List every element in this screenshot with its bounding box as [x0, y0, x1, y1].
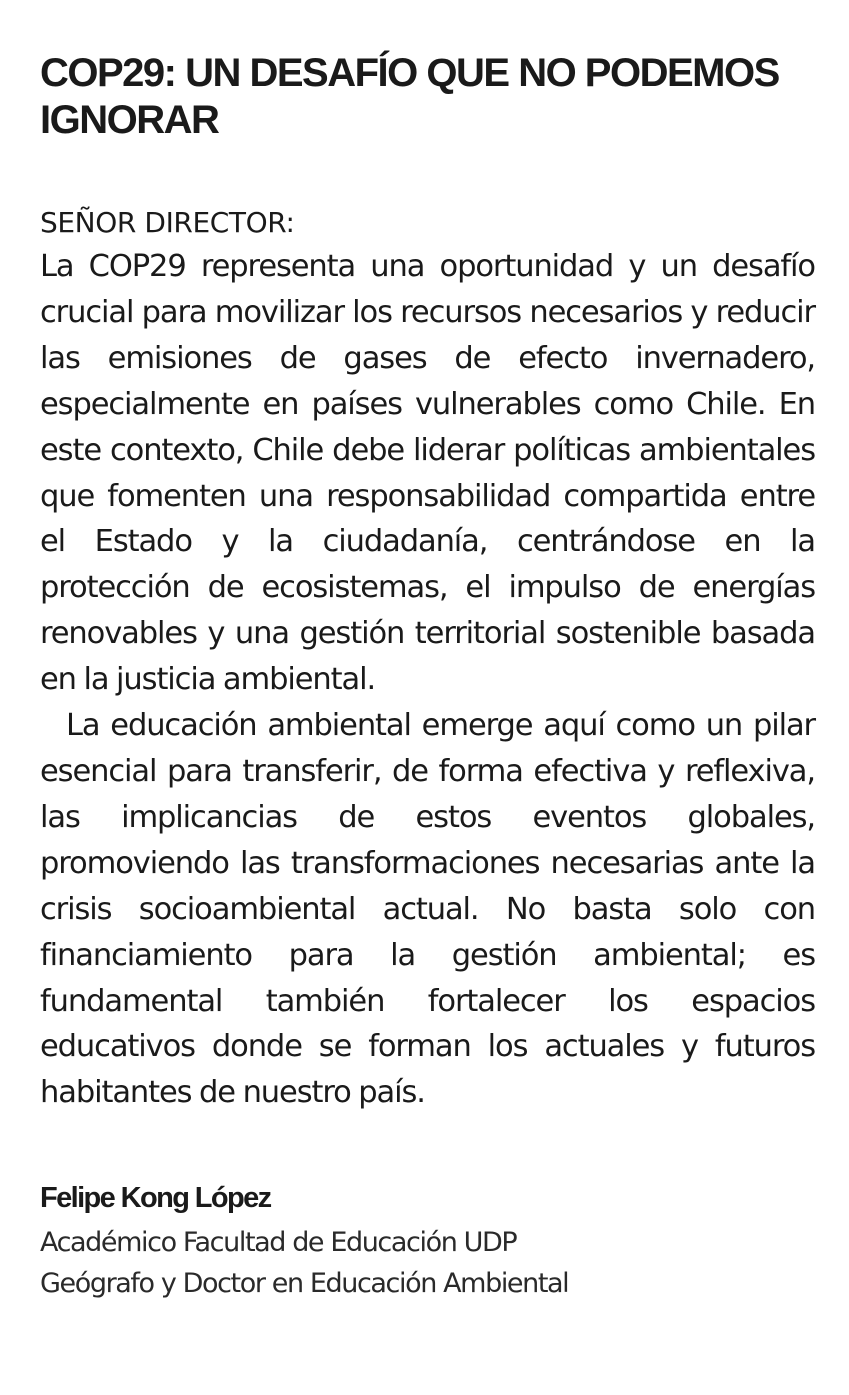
headline: COP29: UN DESAFÍO QUE NO PODEMOS IGNORAR [40, 51, 779, 142]
body-paragraph-1: La COP29 representa una oportunidad y un desafío crucial para movilizar los recursos necesarios y reducir las emisiones de gases de efecto invernadero, especialmente en países vulnerables como Chile. En este contexto, Chile debe liderar políticas ambientales que fomenten una responsabilidad compartida entre el Estado y la ciudadanía, centrándose en la protección de ecosistemas, el impulso de energías renovables y una gestión territorial sostenible basada en la justicia ambiental. [40, 249, 815, 698]
author-affiliation-2: Geógrafo y Doctor en Educación Ambiental [40, 1268, 569, 1300]
body-paragraph-2: La educación ambiental emerge aquí como un pilar esencial para transferir, de forma efectiva y reflexiva, las implicancias de estos eventos globales, promoviendo las transformaciones necesarias ante la crisis socioambiental actual. No basta solo con financiamiento para la gestión ambiental; es fundamental también fortalecer los espacios educativos donde se forman los actuales y futuros habitantes de nuestro país. [40, 708, 815, 1111]
salutation: SEÑOR DIRECTOR: [40, 206, 295, 239]
signature-block [40, 1180, 815, 1304]
author-name: Felipe Kong López [40, 1182, 271, 1215]
letter-to-editor [40, 50, 815, 1304]
author-affiliation-1: Académico Facultad de Educación UDP [40, 1227, 517, 1259]
